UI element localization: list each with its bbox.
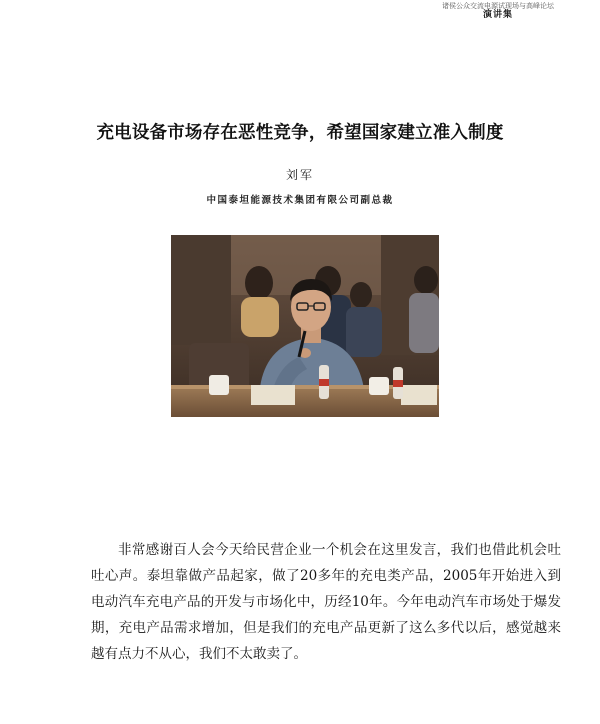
speaker-photo [171, 235, 439, 417]
speaker-photo-illustration [171, 235, 439, 417]
article-author: 刘军 [285, 168, 314, 182]
article-affiliation: 中国泰坦能源技术集团有限公司副总裁 [206, 195, 394, 206]
article-body [91, 537, 561, 667]
running-header-event: 诸侯公众交流电源试现场与高峰论坛 [442, 2, 554, 10]
running-header [418, 2, 578, 20]
body-paragraph: 非常感谢百人会今天给民营企业一个机会在这里发言，我们也借此机会吐吐心声。泰坦靠做产品起家，做了20多年的充电类产品，2005年开始进入到电动汽车充电产品的开发与市场化中，历经10年。今年电动汽车市场处于爆发期，充电产品需求增加，但是我们的充电产品更新了这么多代以后，感觉越来越有点力不从心，我们不太敢卖了。 [91, 542, 561, 662]
running-header-section: 演讲集 [482, 10, 513, 21]
article-title: 充电设备市场存在恶性竞争，希望国家建立准入制度 [96, 123, 504, 143]
